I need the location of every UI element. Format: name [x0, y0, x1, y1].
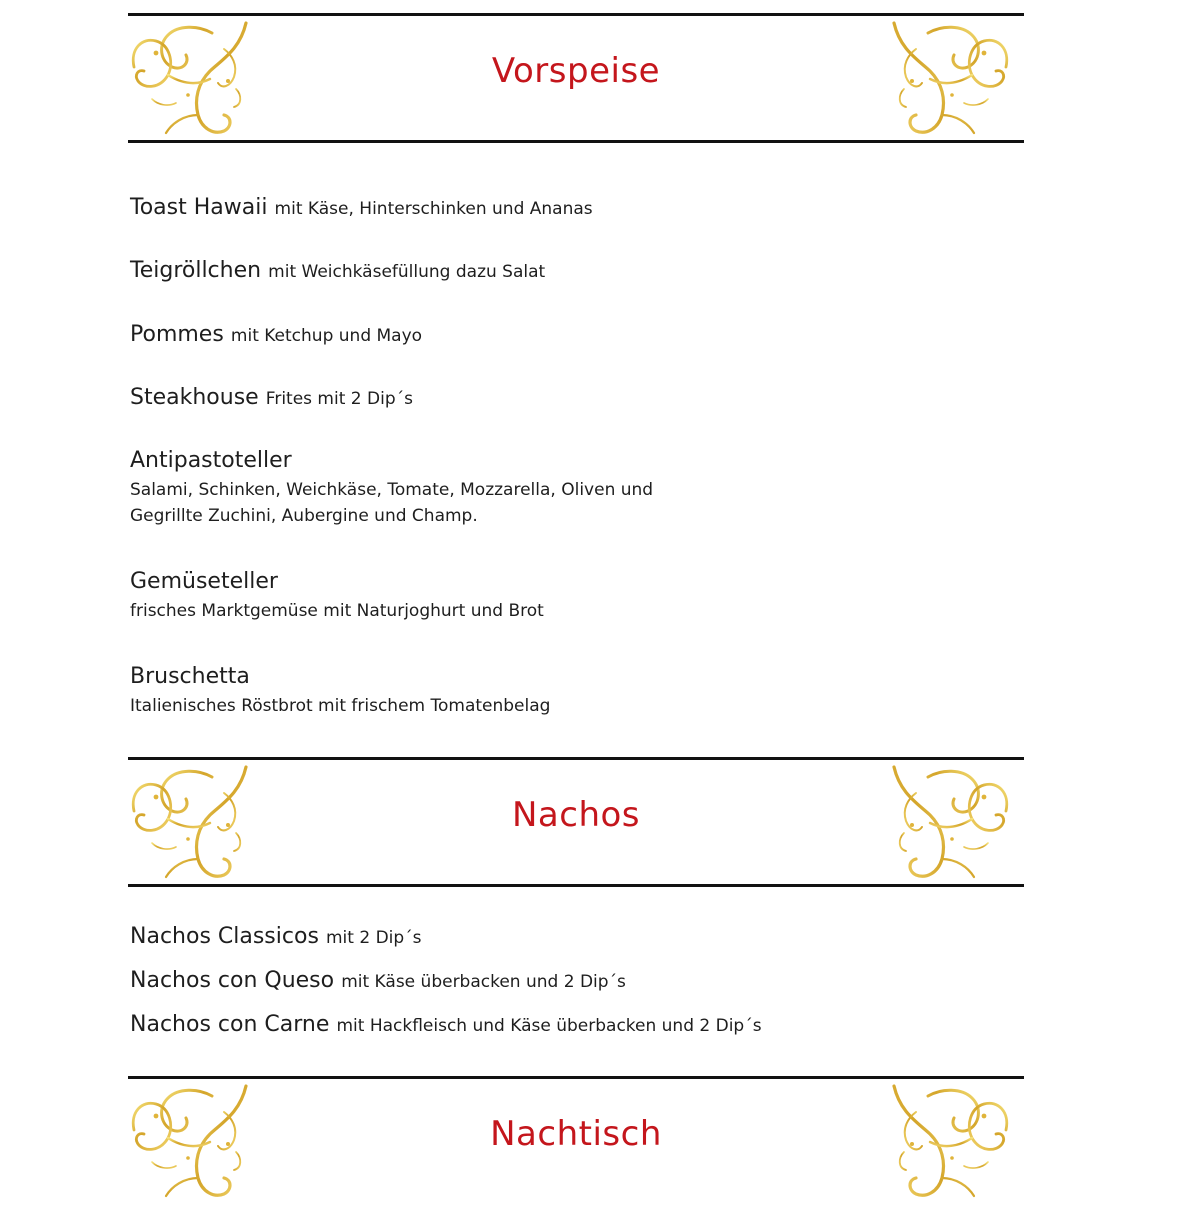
menu-item-description: mit Käse überbacken und 2 Dip´s	[341, 972, 626, 992]
menu-item-description	[130, 477, 1030, 529]
menu-item-name: Bruschetta	[130, 664, 250, 689]
menu-item-name: Gemüseteller	[130, 569, 278, 594]
section-banner-nachtisch	[128, 1076, 1024, 1206]
gold-swirl-ornament-icon	[890, 1082, 1012, 1202]
description-line: Gegrillte Zuchini, Aubergine und Champ.	[130, 506, 478, 526]
section-banner-nachos	[128, 757, 1024, 887]
menu-item-description: mit Hackfleisch und Käse überbacken und 2 Dip´s	[336, 1016, 762, 1036]
divider-line	[128, 140, 1024, 143]
section-title-vorspeise: Vorspeise	[491, 51, 661, 91]
description-line: Italienisches Röstbrot mit frischem Tomatenbelag	[130, 696, 551, 716]
menu-item-name: Steakhouse	[130, 385, 259, 410]
section-title-nachtisch: Nachtisch	[490, 1114, 662, 1154]
menu-item	[130, 258, 1030, 283]
menu-item-description	[130, 598, 1030, 624]
menu-item	[130, 322, 1030, 347]
menu-item	[130, 924, 1030, 949]
menu-item-name: Antipastoteller	[130, 448, 292, 473]
menu-item-description: mit 2 Dip´s	[326, 928, 422, 948]
menu-item	[130, 448, 1030, 529]
menu-item	[130, 385, 1030, 410]
menu-item	[130, 1012, 1030, 1037]
menu-item-description: mit Käse, Hinterschinken und Ananas	[274, 199, 593, 219]
description-line: frisches Marktgemüse mit Naturjoghurt und Brot	[130, 601, 544, 621]
menu-item-name: Nachos con Queso	[130, 968, 335, 993]
divider-line	[128, 884, 1024, 887]
menu-item	[130, 569, 1030, 624]
divider-line	[128, 757, 1024, 760]
menu-item-description: mit Ketchup und Mayo	[230, 326, 423, 346]
menu-item-name: Toast Hawaii	[130, 195, 268, 220]
section-banner-vorspeise	[128, 13, 1024, 143]
menu-item-name: Nachos con Carne	[130, 1012, 330, 1037]
menu-item	[130, 664, 1030, 719]
menu-item-name: Nachos Classicos	[130, 924, 319, 949]
menu-item-description: Frites mit 2 Dip´s	[265, 389, 413, 409]
menu-item	[130, 195, 1030, 220]
divider-line	[128, 1076, 1024, 1079]
menu-item-description	[130, 693, 1030, 719]
menu-item-name: Pommes	[130, 322, 224, 347]
section-title-nachos: Nachos	[511, 795, 641, 835]
gold-swirl-ornament-icon	[890, 19, 1012, 139]
description-line: Salami, Schinken, Weichkäse, Tomate, Mozzarella, Oliven und	[130, 480, 654, 500]
menu-item	[130, 968, 1030, 993]
menu-item-description: mit Weichkäsefüllung dazu Salat	[268, 262, 546, 282]
menu-item-name: Teigröllchen	[130, 258, 262, 283]
divider-line	[128, 13, 1024, 16]
gold-swirl-ornament-icon	[890, 763, 1012, 883]
